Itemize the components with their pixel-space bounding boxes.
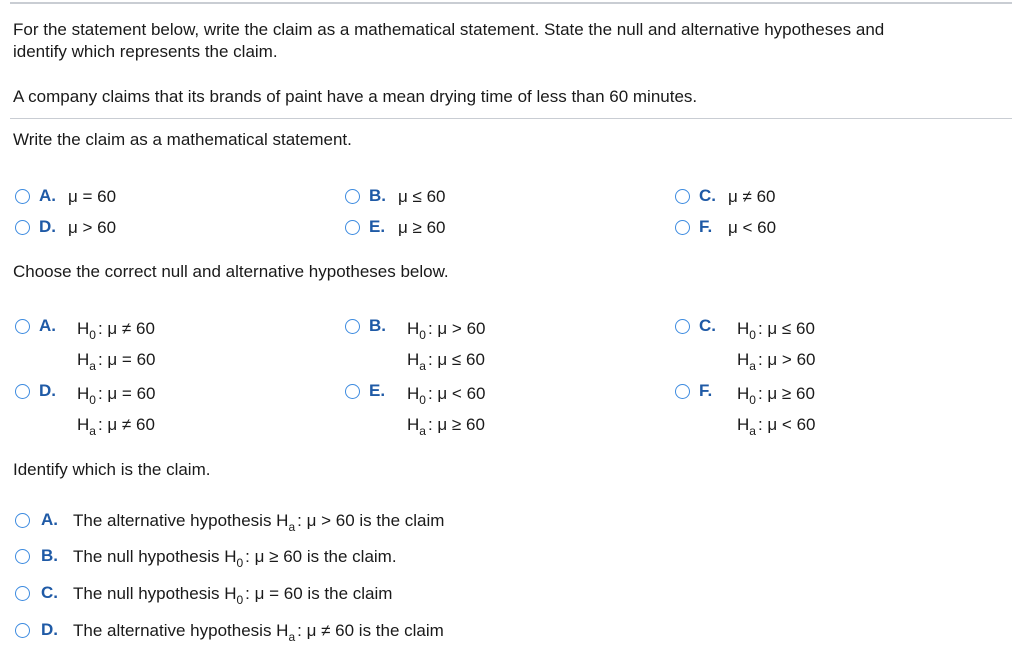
claim-suffix: : μ = 60 is the claim (245, 584, 393, 603)
option-text: μ ≤ 60 (398, 187, 446, 206)
q3-option-a[interactable] (15, 510, 444, 533)
alternative-hypothesis (737, 410, 816, 441)
radio-button[interactable] (345, 384, 360, 399)
h-symbol: H (407, 384, 420, 403)
q1-option-f[interactable] (675, 217, 776, 239)
option-letter: E. (369, 217, 386, 236)
subscript: 0 (419, 393, 426, 407)
subscript: 0 (749, 393, 756, 407)
hypothesis-text: : μ ≠ 60 (97, 415, 155, 434)
option-letter: F. (699, 381, 713, 400)
option-letter: D. (41, 620, 58, 639)
radio-button[interactable] (675, 384, 690, 399)
subscript: a (89, 424, 96, 438)
null-hypothesis (77, 314, 156, 345)
q3-option-d[interactable] (15, 620, 444, 643)
subscript: 0 (236, 556, 244, 570)
subscript: 0 (236, 593, 244, 607)
option-letter: A. (39, 186, 56, 205)
h-symbol: H (737, 415, 750, 434)
hypothesis-text: : μ ≥ 60 (757, 384, 815, 403)
option-letter: B. (369, 186, 386, 205)
option-text (73, 583, 392, 606)
option-text: μ ≠ 60 (728, 187, 776, 206)
option-text: μ ≥ 60 (398, 218, 446, 237)
alternative-hypothesis (737, 345, 816, 376)
q1-option-c[interactable] (675, 186, 775, 208)
option-letter: A. (39, 316, 56, 335)
option-letter: F. (699, 217, 713, 236)
option-letter: C. (41, 583, 58, 602)
q1-option-e[interactable] (345, 217, 445, 239)
instructions-line-2: identify which represents the claim. (13, 42, 278, 61)
q2-option-f[interactable] (675, 379, 816, 441)
null-hypothesis (77, 379, 156, 410)
hypothesis-text: : μ < 60 (427, 384, 486, 403)
radio-button[interactable] (345, 220, 360, 235)
option-text: μ < 60 (728, 218, 777, 237)
hypothesis-text: : μ ≥ 60 (427, 415, 485, 434)
subscript: 0 (89, 393, 96, 407)
option-text (73, 510, 444, 533)
subscript: a (419, 424, 426, 438)
top-divider (10, 2, 1012, 4)
option-letter: E. (369, 381, 386, 400)
claim-prefix: The alternative hypothesis H (73, 621, 289, 640)
null-hypothesis (407, 314, 486, 345)
h-symbol: H (737, 319, 750, 338)
claim-prefix: The alternative hypothesis H (73, 511, 289, 530)
subscript: a (749, 424, 756, 438)
h-symbol: H (737, 350, 750, 369)
instructions-line-1: For the statement below, write the claim as a mathematical statement. State the null and alternative hypotheses and (13, 20, 885, 39)
hypotheses-pair (77, 379, 156, 441)
option-text (73, 546, 397, 569)
radio-button[interactable] (675, 220, 690, 235)
q2-option-c[interactable] (675, 314, 816, 376)
h-symbol: H (407, 350, 420, 369)
null-hypothesis (407, 379, 486, 410)
claim-suffix: : μ ≥ 60 is the claim. (245, 547, 397, 566)
subscript: 0 (89, 328, 96, 342)
option-letter: D. (39, 217, 56, 236)
h-symbol: H (77, 350, 90, 369)
hypotheses-pair (407, 379, 486, 441)
radio-button[interactable] (15, 384, 30, 399)
radio-button[interactable] (15, 220, 30, 235)
alternative-hypothesis (407, 345, 486, 376)
option-letter: C. (699, 186, 716, 205)
q3-option-c[interactable] (15, 583, 392, 606)
subscript: a (288, 630, 296, 644)
radio-button[interactable] (15, 319, 30, 334)
q2-option-b[interactable] (345, 314, 486, 376)
hypotheses-pair (407, 314, 486, 376)
claim-prefix: The null hypothesis H (73, 584, 237, 603)
q1-option-b[interactable] (345, 186, 445, 208)
null-hypothesis (737, 314, 816, 345)
hypotheses-pair (737, 379, 816, 441)
radio-button[interactable] (15, 189, 30, 204)
claim-suffix: : μ ≠ 60 is the claim (297, 621, 444, 640)
hypothesis-text: : μ = 60 (97, 350, 156, 369)
hypothesis-text: : μ > 60 (427, 319, 486, 338)
radio-button[interactable] (15, 513, 30, 528)
q3-prompt: Identify which is the claim. (13, 460, 211, 479)
subscript: a (419, 359, 426, 373)
claim-suffix: : μ > 60 is the claim (297, 511, 445, 530)
q1-prompt: Write the claim as a mathematical statement. (13, 130, 352, 149)
subscript: a (288, 520, 296, 534)
h-symbol: H (407, 319, 420, 338)
option-letter: C. (699, 316, 716, 335)
option-text: μ > 60 (68, 218, 117, 237)
option-letter: B. (41, 546, 58, 565)
hypotheses-pair (737, 314, 816, 376)
radio-button[interactable] (345, 319, 360, 334)
q2-option-d[interactable] (15, 379, 156, 441)
hypotheses-pair (77, 314, 156, 376)
h-symbol: H (77, 384, 90, 403)
q2-prompt: Choose the correct null and alternative hypotheses below. (13, 262, 449, 281)
hypothesis-text: : μ ≤ 60 (427, 350, 485, 369)
radio-button[interactable] (15, 586, 30, 601)
q3-option-b[interactable] (15, 546, 397, 569)
alternative-hypothesis (77, 410, 156, 441)
option-letter: A. (41, 510, 58, 529)
radio-button[interactable] (675, 319, 690, 334)
radio-button[interactable] (15, 549, 30, 564)
q2-option-e[interactable] (345, 379, 486, 441)
radio-button[interactable] (15, 623, 30, 638)
null-hypothesis (737, 379, 816, 410)
q2-option-a[interactable] (15, 314, 156, 376)
h-symbol: H (407, 415, 420, 434)
h-symbol: H (737, 384, 750, 403)
hypothesis-text: : μ > 60 (757, 350, 816, 369)
hypothesis-text: : μ < 60 (757, 415, 816, 434)
option-text: μ = 60 (68, 187, 117, 206)
subscript: a (89, 359, 96, 373)
subscript: 0 (749, 328, 756, 342)
q1-option-d[interactable] (15, 217, 116, 239)
h-symbol: H (77, 415, 90, 434)
h-symbol: H (77, 319, 90, 338)
subscript: a (749, 359, 756, 373)
radio-button[interactable] (345, 189, 360, 204)
alternative-hypothesis (407, 410, 486, 441)
section-divider (10, 118, 1012, 119)
option-text (73, 620, 444, 643)
q1-option-a[interactable] (15, 186, 116, 208)
problem-statement: A company claims that its brands of paint have a mean drying time of less than 60 minutes. (13, 87, 698, 106)
alternative-hypothesis (77, 345, 156, 376)
radio-button[interactable] (675, 189, 690, 204)
hypothesis-text: : μ ≠ 60 (97, 319, 155, 338)
hypothesis-text: : μ ≤ 60 (757, 319, 815, 338)
hypothesis-text: : μ = 60 (97, 384, 156, 403)
subscript: 0 (419, 328, 426, 342)
claim-prefix: The null hypothesis H (73, 547, 237, 566)
instructions (13, 19, 884, 63)
option-letter: D. (39, 381, 56, 400)
option-letter: B. (369, 316, 386, 335)
